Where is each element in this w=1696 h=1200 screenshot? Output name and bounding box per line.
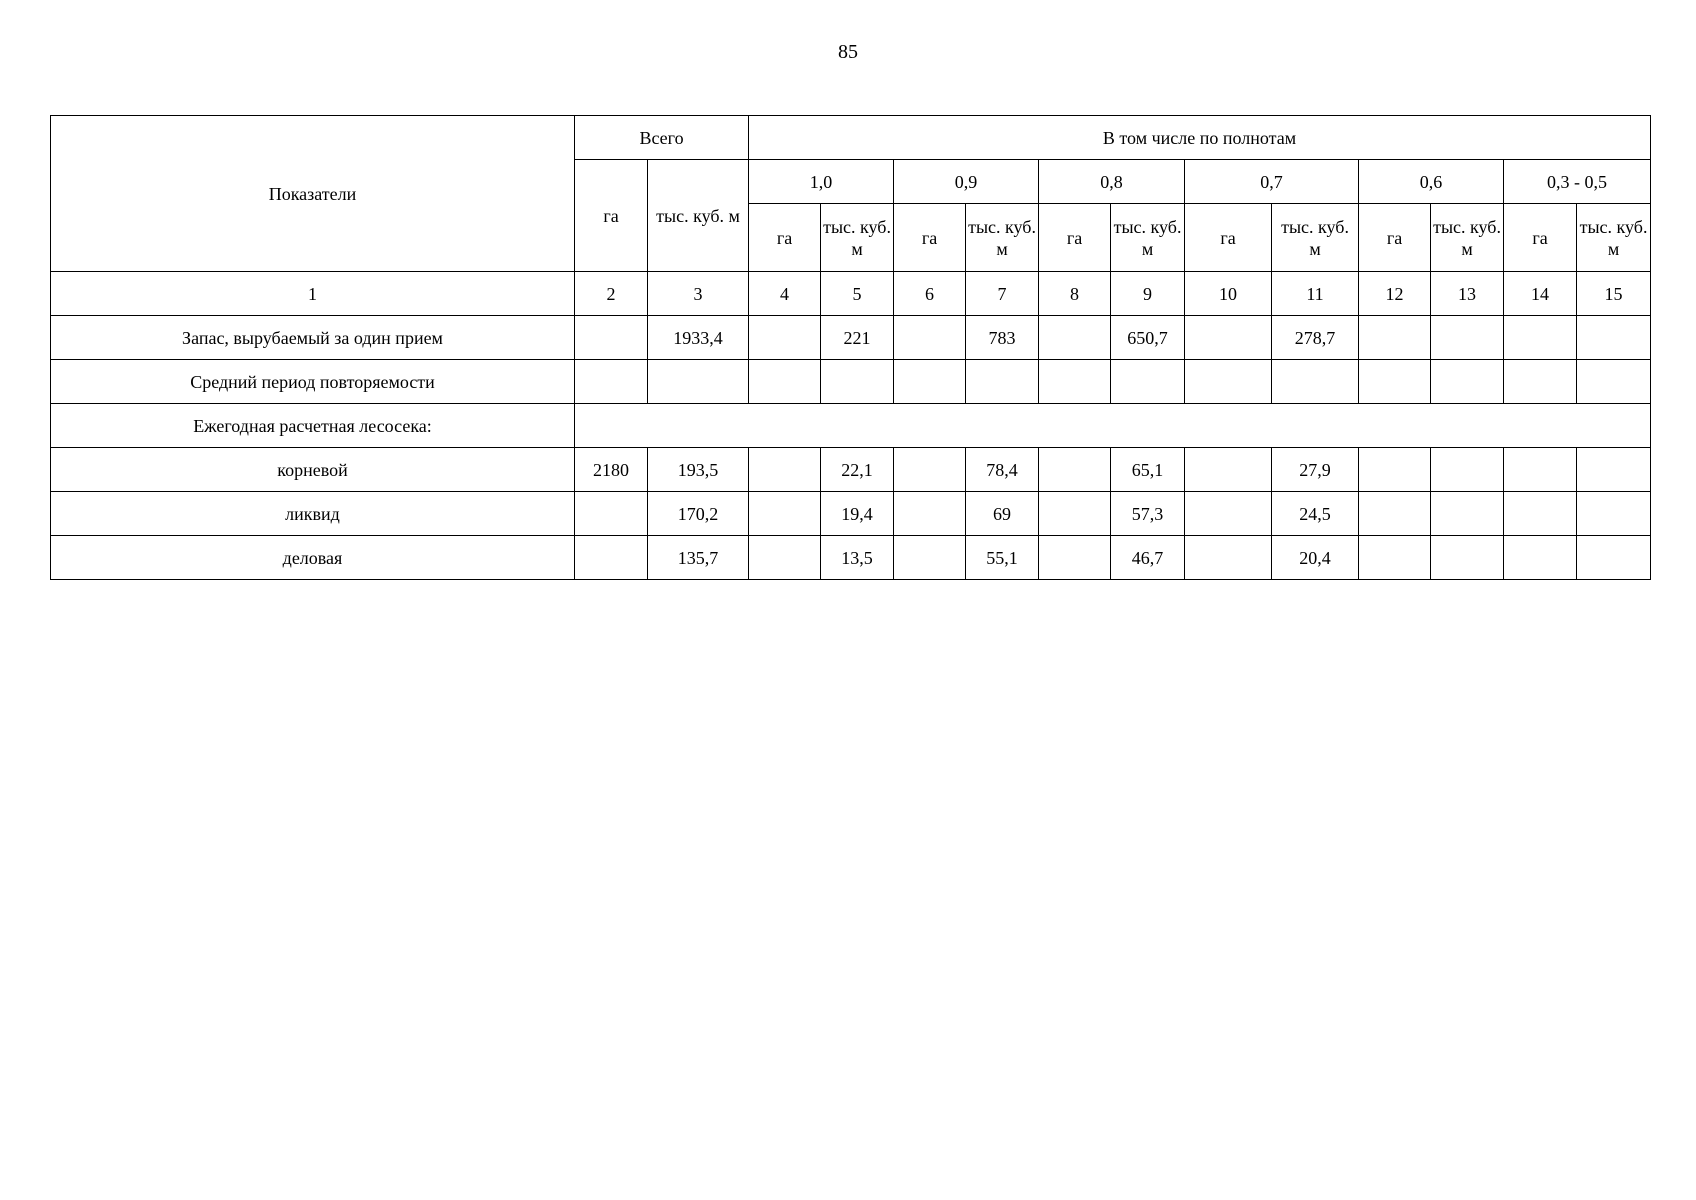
table-cell: 170,2 xyxy=(648,492,749,536)
table-cell: 46,7 xyxy=(1111,536,1185,580)
table-cell xyxy=(1039,448,1111,492)
header-density-0-7: 0,7 xyxy=(1185,160,1359,204)
column-number: 10 xyxy=(1185,272,1272,316)
table-cell xyxy=(648,360,749,404)
table-cell: 13,5 xyxy=(821,536,894,580)
table-cell xyxy=(749,316,821,360)
table-cell xyxy=(1431,536,1504,580)
table-cell xyxy=(575,536,648,580)
header-unit-ha: га xyxy=(894,204,966,272)
table-row xyxy=(51,316,1651,360)
table-cell: 69 xyxy=(966,492,1039,536)
table-cell: 278,7 xyxy=(1272,316,1359,360)
table-cell xyxy=(749,536,821,580)
header-unit-ha: га xyxy=(1359,204,1431,272)
column-number: 15 xyxy=(1577,272,1651,316)
table-cell xyxy=(1504,448,1577,492)
table-cell: 27,9 xyxy=(1272,448,1359,492)
table-cell: 24,5 xyxy=(1272,492,1359,536)
table-cell xyxy=(749,360,821,404)
header-unit-volume: тыс. куб. м xyxy=(966,204,1039,272)
table-cell xyxy=(1431,360,1504,404)
table-row xyxy=(51,492,1651,536)
table-cell xyxy=(1431,492,1504,536)
annual-rows xyxy=(51,448,1651,580)
column-number: 4 xyxy=(749,272,821,316)
table-cell xyxy=(894,536,966,580)
annual-section-row xyxy=(51,404,1651,448)
table-cell xyxy=(1185,316,1272,360)
data-rows xyxy=(51,316,1651,404)
table-cell xyxy=(1039,316,1111,360)
table-cell xyxy=(1185,536,1272,580)
column-number: 9 xyxy=(1111,272,1185,316)
table-cell xyxy=(966,360,1039,404)
column-number: 1 xyxy=(51,272,575,316)
annual-section-merged-cell xyxy=(575,404,1651,448)
table-cell xyxy=(1577,360,1651,404)
table-row xyxy=(51,536,1651,580)
header-density-1-0: 1,0 xyxy=(749,160,894,204)
header-indicators: Показатели xyxy=(51,116,575,272)
header-unit-ha: га xyxy=(1185,204,1272,272)
table-cell xyxy=(1111,360,1185,404)
column-number: 12 xyxy=(1359,272,1431,316)
table-cell xyxy=(1577,448,1651,492)
table-cell xyxy=(894,360,966,404)
header-total: Всего xyxy=(575,116,749,160)
table-cell: 55,1 xyxy=(966,536,1039,580)
table-cell xyxy=(1185,360,1272,404)
row-label: Запас, вырубаемый за один прием xyxy=(51,316,575,360)
row-label: Средний период повторяемости xyxy=(51,360,575,404)
header-density-0-3-0-5: 0,3 - 0,5 xyxy=(1504,160,1651,204)
table-cell: 1933,4 xyxy=(648,316,749,360)
table-cell xyxy=(1359,536,1431,580)
table-cell xyxy=(894,492,966,536)
table-cell xyxy=(1359,492,1431,536)
page-number: 85 xyxy=(838,41,858,63)
column-number: 2 xyxy=(575,272,648,316)
table-cell xyxy=(1272,360,1359,404)
header-total-volume: тыс. куб. м xyxy=(648,160,749,272)
column-number: 5 xyxy=(821,272,894,316)
table-cell: 221 xyxy=(821,316,894,360)
table-cell: 650,7 xyxy=(1111,316,1185,360)
table-cell: 2180 xyxy=(575,448,648,492)
table-cell xyxy=(575,492,648,536)
table-cell xyxy=(1359,316,1431,360)
table-cell: 65,1 xyxy=(1111,448,1185,492)
column-number-row xyxy=(51,272,1651,316)
header-density-0-6: 0,6 xyxy=(1359,160,1504,204)
header-by-density: В том числе по полнотам xyxy=(749,116,1651,160)
header-unit-volume: тыс. куб. м xyxy=(1111,204,1185,272)
table-cell xyxy=(1431,448,1504,492)
table-cell xyxy=(1359,360,1431,404)
table-cell xyxy=(1431,316,1504,360)
table-row xyxy=(51,448,1651,492)
header-unit-ha: га xyxy=(1504,204,1577,272)
column-number: 8 xyxy=(1039,272,1111,316)
table-cell xyxy=(749,492,821,536)
header-unit-volume: тыс. куб. м xyxy=(1272,204,1359,272)
row-label: ликвид xyxy=(51,492,575,536)
annual-section xyxy=(51,404,1651,448)
table-cell xyxy=(1185,492,1272,536)
header-unit-volume: тыс. куб. м xyxy=(821,204,894,272)
table-cell: 193,5 xyxy=(648,448,749,492)
table-cell: 57,3 xyxy=(1111,492,1185,536)
table-cell xyxy=(1504,360,1577,404)
table-cell xyxy=(575,316,648,360)
table-cell xyxy=(1039,360,1111,404)
annual-section-label: Ежегодная расчетная лесосека: xyxy=(51,404,575,448)
header-unit-volume: тыс. куб. м xyxy=(1431,204,1504,272)
cutting-area-table xyxy=(50,115,1651,580)
table-cell xyxy=(1504,536,1577,580)
table-row xyxy=(51,360,1651,404)
table-cell xyxy=(1185,448,1272,492)
table-cell xyxy=(1359,448,1431,492)
table-cell xyxy=(1039,536,1111,580)
table-cell xyxy=(1504,316,1577,360)
header-unit-ha: га xyxy=(749,204,821,272)
table-cell: 19,4 xyxy=(821,492,894,536)
header-unit-ha: га xyxy=(1039,204,1111,272)
column-number: 3 xyxy=(648,272,749,316)
column-number: 14 xyxy=(1504,272,1577,316)
table-cell: 20,4 xyxy=(1272,536,1359,580)
header-unit-volume: тыс. куб. м xyxy=(1577,204,1651,272)
table-cell xyxy=(1039,492,1111,536)
column-number: 6 xyxy=(894,272,966,316)
column-number: 11 xyxy=(1272,272,1359,316)
table-cell xyxy=(1577,316,1651,360)
table-cell: 783 xyxy=(966,316,1039,360)
header-density-0-8: 0,8 xyxy=(1039,160,1185,204)
column-number: 7 xyxy=(966,272,1039,316)
column-number: 13 xyxy=(1431,272,1504,316)
table-cell xyxy=(1577,536,1651,580)
table-cell xyxy=(821,360,894,404)
table-cell xyxy=(749,448,821,492)
header-density-0-9: 0,9 xyxy=(894,160,1039,204)
table-cell xyxy=(894,316,966,360)
table-cell xyxy=(1577,492,1651,536)
table-cell: 78,4 xyxy=(966,448,1039,492)
table-cell xyxy=(575,360,648,404)
header-row-top xyxy=(51,116,1651,160)
table-cell: 135,7 xyxy=(648,536,749,580)
row-label: деловая xyxy=(51,536,575,580)
row-label: корневой xyxy=(51,448,575,492)
table-cell xyxy=(1504,492,1577,536)
table-cell xyxy=(894,448,966,492)
table-cell: 22,1 xyxy=(821,448,894,492)
header-total-ha: га xyxy=(575,160,648,272)
